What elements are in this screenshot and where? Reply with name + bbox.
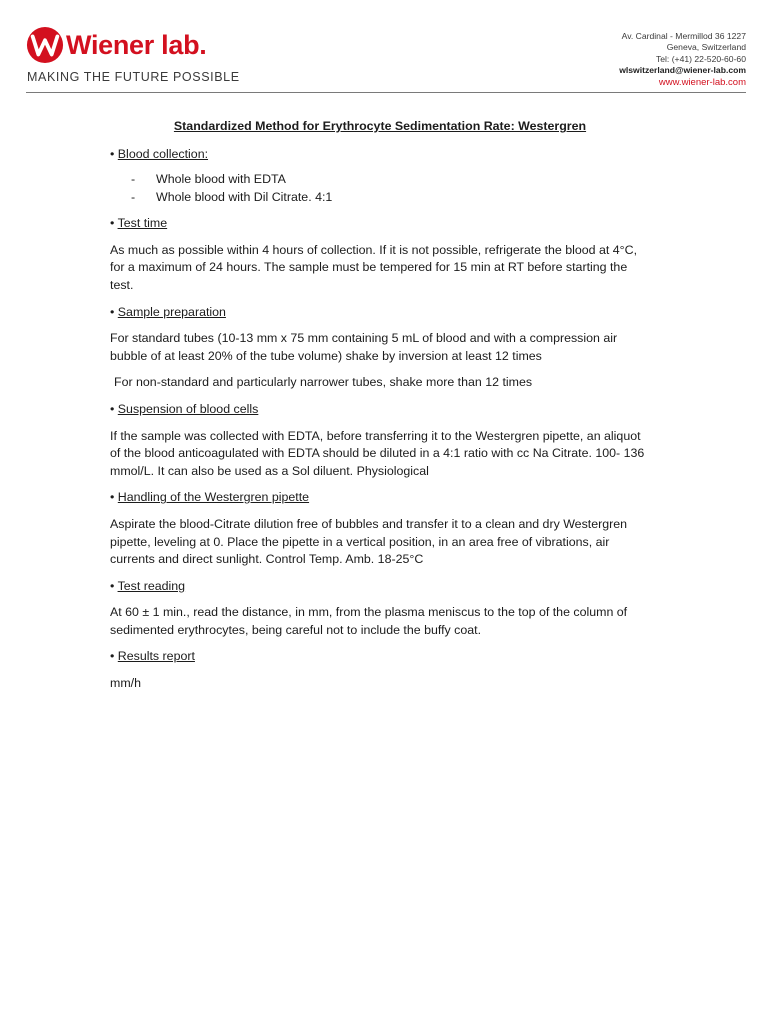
bullet: • xyxy=(110,216,115,231)
bullet: • xyxy=(110,304,115,319)
section-heading-results-report xyxy=(110,648,650,666)
paragraph: If the sample was collected with EDTA, before transferring it to the Westergren pipette, an aliquot of the blood anticoagulated with EDTA should be diluted in a 4:1 ratio with cc Na Citrate. 100- 136 mmol/L. It can also be used as a Sol diluent. Physiological xyxy=(110,428,645,478)
section-heading-test-reading xyxy=(110,578,650,596)
section-heading-sample-preparation xyxy=(110,304,650,322)
paragraph: Aspirate the blood-Citrate dilution free of bubbles and transfer it to a clean and dry Westergren pipette, leveling at 0. Place the pipette in a vertical position, in an area free of vibrations, air currents and direct sunlight. Control Temp. Amb. 18-25°C xyxy=(110,516,628,567)
document-body xyxy=(110,118,650,702)
wiener-lab-logo-icon xyxy=(26,26,64,64)
list-item-text: Whole blood with EDTA xyxy=(156,172,286,187)
section-heading-test-time xyxy=(110,215,650,233)
bullet: • xyxy=(110,490,115,505)
paragraph: mm/h xyxy=(110,676,141,691)
website-link[interactable]: www.wiener-lab.com xyxy=(658,76,746,88)
heading-text: Blood collection: xyxy=(117,146,209,161)
bullet: • xyxy=(110,401,115,416)
heading-text: Test reading xyxy=(117,578,186,593)
blood-collection-list xyxy=(110,171,650,206)
header-divider xyxy=(26,92,746,93)
heading-text: Test time xyxy=(117,216,168,231)
section-heading-suspension-of-blood-cells xyxy=(110,401,650,419)
brand-tagline: MAKING THE FUTURE POSSIBLE xyxy=(27,70,240,84)
heading-text: Suspension of blood cells xyxy=(117,401,259,416)
address-line: Geneva, Switzerland xyxy=(666,42,746,53)
paragraph: At 60 ± 1 min., read the distance, in mm, from the plasma meniscus to the top of the column of sedimented erythrocytes, being careful not to include the buffy coat. xyxy=(110,605,628,637)
list-item xyxy=(110,171,650,189)
dash: - xyxy=(131,189,136,204)
paragraph: As much as possible within 4 hours of collection. If it is not possible, refrigerate the blood at 4°C, for a maximum of 24 hours. The sample must be tempered for 15 min at RT before starting the test. xyxy=(110,242,638,292)
address-line: Av. Cardinal - Mermillod 36 1227 xyxy=(621,31,746,41)
dash: - xyxy=(131,172,136,187)
bullet: • xyxy=(110,649,115,664)
phone-line: Tel: (+41) 22-520-60-60 xyxy=(655,53,746,64)
section-heading-blood-collection xyxy=(110,146,650,164)
list-item xyxy=(110,189,650,207)
bullet: • xyxy=(110,578,115,593)
heading-text: Handling of the Westergren pipette xyxy=(117,490,310,505)
brand-name: Wiener lab. xyxy=(66,29,207,60)
document-title: Standardized Method for Erythrocyte Sedimentation Rate: Westergren xyxy=(173,119,587,133)
company-address xyxy=(619,31,746,88)
email-address: wlswitzerland@wiener-lab.com xyxy=(619,65,746,76)
heading-text: Results report xyxy=(117,649,195,664)
section-heading-handling-of-pipette xyxy=(110,489,650,507)
bullet: • xyxy=(110,146,115,161)
list-item-text: Whole blood with Dil Citrate. 4:1 xyxy=(156,189,333,204)
brand-logo xyxy=(26,26,207,64)
paragraph: For standard tubes (10-13 mm x 75 mm containing 5 mL of blood and with a compression air bubble of at least 20% of the tube volume) shake by inversion at least 12 times xyxy=(110,331,618,363)
heading-text: Sample preparation xyxy=(117,304,226,319)
paragraph: For non-standard and particularly narrower tubes, shake more than 12 times xyxy=(114,375,533,390)
